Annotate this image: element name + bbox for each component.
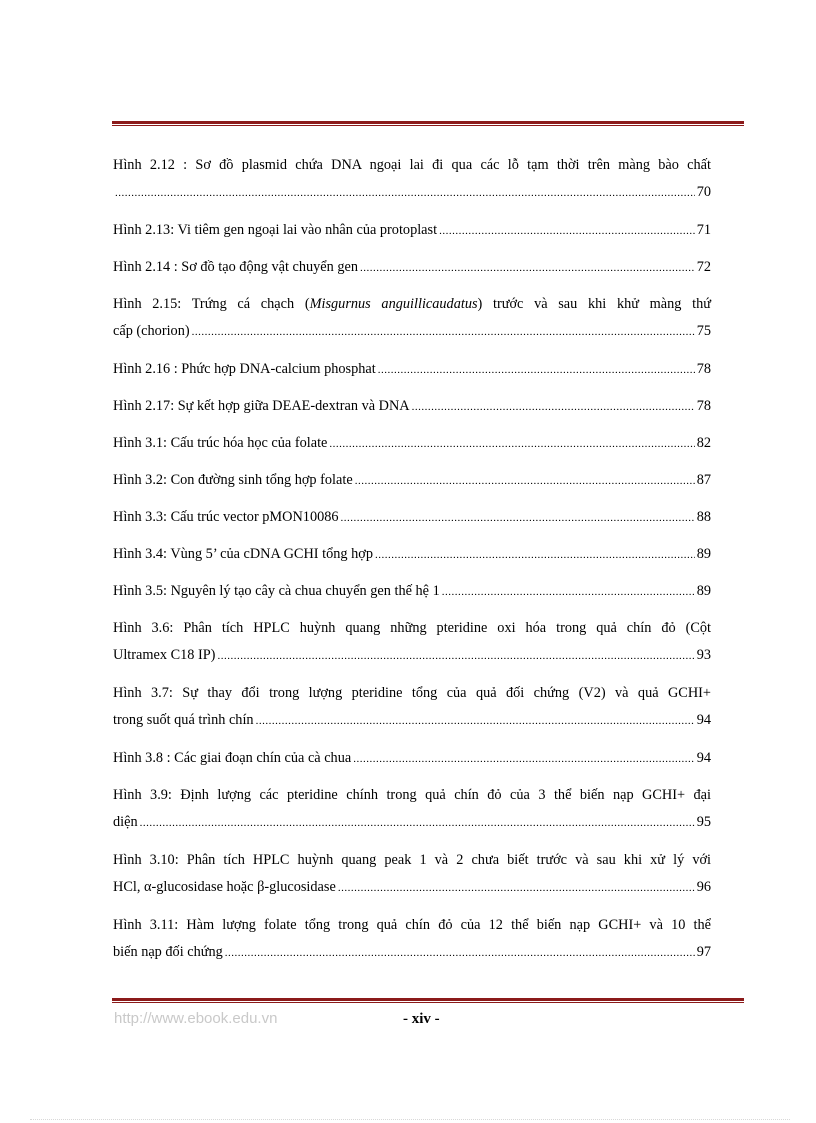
- toc-entry[interactable]: [113, 356, 711, 384]
- dot-leader: [375, 542, 695, 569]
- toc-entry-title: Hình 2.17: Sự kết hợp giữa DEAE-dextran và DNA: [113, 398, 410, 414]
- dot-leader: [115, 180, 695, 207]
- toc-page-number: 78: [696, 398, 711, 414]
- toc-entry[interactable]: [113, 541, 711, 569]
- toc-entry[interactable]: [113, 847, 711, 902]
- dot-leader: [353, 746, 695, 773]
- toc-entry-title: Hình 3.4: Vùng 5’ của cDNA GCHI tổng hợp: [113, 546, 373, 562]
- toc-page-number: 78: [696, 361, 711, 377]
- toc-entry[interactable]: [113, 782, 711, 837]
- toc-entry[interactable]: [113, 217, 711, 245]
- dot-leader: [412, 394, 695, 421]
- toc-entry-line: Hình 3.6: Phân tích HPLC huỳnh quang những pteridine oxi hóa trong quả chín đỏ (Cột: [113, 620, 711, 636]
- toc-entry[interactable]: [113, 430, 711, 458]
- dot-leader: [341, 505, 695, 532]
- toc-entry-title: Ultramex C18 IP): [113, 647, 216, 663]
- figure-list: [113, 152, 711, 977]
- toc-entry[interactable]: [113, 578, 711, 606]
- toc-page-number: 87: [696, 472, 711, 488]
- dot-leader: [217, 643, 694, 670]
- toc-page-number: 88: [696, 509, 711, 525]
- toc-page-number: 72: [696, 259, 711, 275]
- dot-leader: [329, 431, 694, 458]
- toc-page-number: 82: [696, 435, 711, 451]
- toc-entry-title: Hình 2.14 : Sơ đồ tạo động vật chuyển gen: [113, 259, 359, 275]
- dot-leader: [355, 468, 695, 495]
- toc-page-number: 75: [696, 323, 711, 339]
- toc-entry[interactable]: [113, 504, 711, 532]
- dot-leader: [225, 940, 695, 967]
- toc-entry-line: Hình 3.11: Hàm lượng folate tổng trong quả chín đỏ của 12 thể biến nạp GCHI+ và 10 thể: [113, 917, 711, 933]
- toc-page-number: 97: [696, 944, 711, 960]
- dot-leader: [439, 218, 695, 245]
- toc-page-number: 96: [696, 879, 711, 895]
- page-edge-divider: [30, 1119, 790, 1120]
- toc-page-number: 89: [696, 583, 711, 599]
- toc-page-number: 94: [696, 712, 711, 728]
- dot-leader: [378, 357, 695, 384]
- toc-entry[interactable]: [113, 291, 711, 346]
- toc-page-number: 93: [696, 647, 711, 663]
- footer-url: http://www.ebook.edu.vn: [114, 1010, 278, 1027]
- header-rule: [112, 121, 744, 126]
- toc-entry-title: Hình 3.1: Cấu trúc hóa học của folate: [113, 435, 328, 451]
- toc-entry-line: Hình 3.7: Sự thay đổi trong lượng pteridine tổng của quả đối chứng (V2) và quả GCHI+: [113, 685, 711, 701]
- toc-entry-title: Hình 3.3: Cấu trúc vector pMON10086: [113, 509, 339, 525]
- dot-leader: [338, 875, 695, 902]
- toc-entry-title: Hình 3.2: Con đường sinh tổng hợp folate: [113, 472, 353, 488]
- toc-entry-line: Hình 2.15: Trứng cá chạch (Misgurnus anguillicaudatus) trước và sau khi khử màng thứ: [113, 296, 711, 312]
- toc-entry-title: Hình 3.5: Nguyên lý tạo cây cà chua chuyển gen thế hệ 1: [113, 583, 440, 599]
- toc-entry[interactable]: [113, 745, 711, 773]
- toc-entry-title: Hình 2.13: Vi tiêm gen ngoại lai vào nhân của protoplast: [113, 222, 438, 238]
- toc-entry[interactable]: [113, 254, 711, 282]
- dot-leader: [140, 810, 695, 837]
- dot-leader: [442, 579, 695, 606]
- dot-leader: [256, 708, 695, 735]
- toc-entry[interactable]: [113, 467, 711, 495]
- toc-entry-title: biến nạp đối chứng: [113, 944, 223, 960]
- toc-entry-title: HCl, α-glucosidase hoặc β-glucosidase: [113, 879, 336, 895]
- toc-entry[interactable]: [113, 393, 711, 421]
- toc-entry[interactable]: [113, 615, 711, 670]
- toc-page-number: 71: [696, 222, 711, 238]
- species-name: Misgurnus anguillicaudatus: [309, 296, 478, 312]
- toc-entry-title: Hình 3.8 : Các giai đoạn chín của cà chua: [113, 750, 352, 766]
- toc-entry-line: Hình 3.9: Định lượng các pteridine chính trong quả chín đỏ của 3 thể biến nạp GCHI+ đại: [113, 787, 711, 803]
- dot-leader: [192, 319, 695, 346]
- footer-rule: [112, 998, 744, 1003]
- toc-entry[interactable]: [113, 912, 711, 967]
- toc-entry[interactable]: [113, 152, 711, 207]
- toc-entry-line: Hình 2.12 : Sơ đồ plasmid chứa DNA ngoại lai đi qua các lỗ tạm thời trên màng bào chất: [113, 157, 711, 173]
- toc-entry-title: trong suốt quá trình chín: [113, 712, 254, 728]
- footer-page-number: - xiv -: [403, 1011, 440, 1027]
- toc-page-number: 89: [696, 546, 711, 562]
- toc-entry-title: cấp (chorion): [113, 323, 190, 339]
- toc-page-number: 95: [696, 814, 711, 830]
- toc-entry-line: Hình 3.10: Phân tích HPLC huỳnh quang peak 1 và 2 chưa biết trước và sau khi xử lý với: [113, 852, 711, 868]
- toc-entry-title: diện: [113, 814, 138, 830]
- toc-page-number: 70: [696, 184, 711, 200]
- toc-entry[interactable]: [113, 680, 711, 735]
- toc-page-number: 94: [696, 750, 711, 766]
- dot-leader: [360, 255, 695, 282]
- toc-entry-title: Hình 2.16 : Phức hợp DNA-calcium phosphat: [113, 361, 376, 377]
